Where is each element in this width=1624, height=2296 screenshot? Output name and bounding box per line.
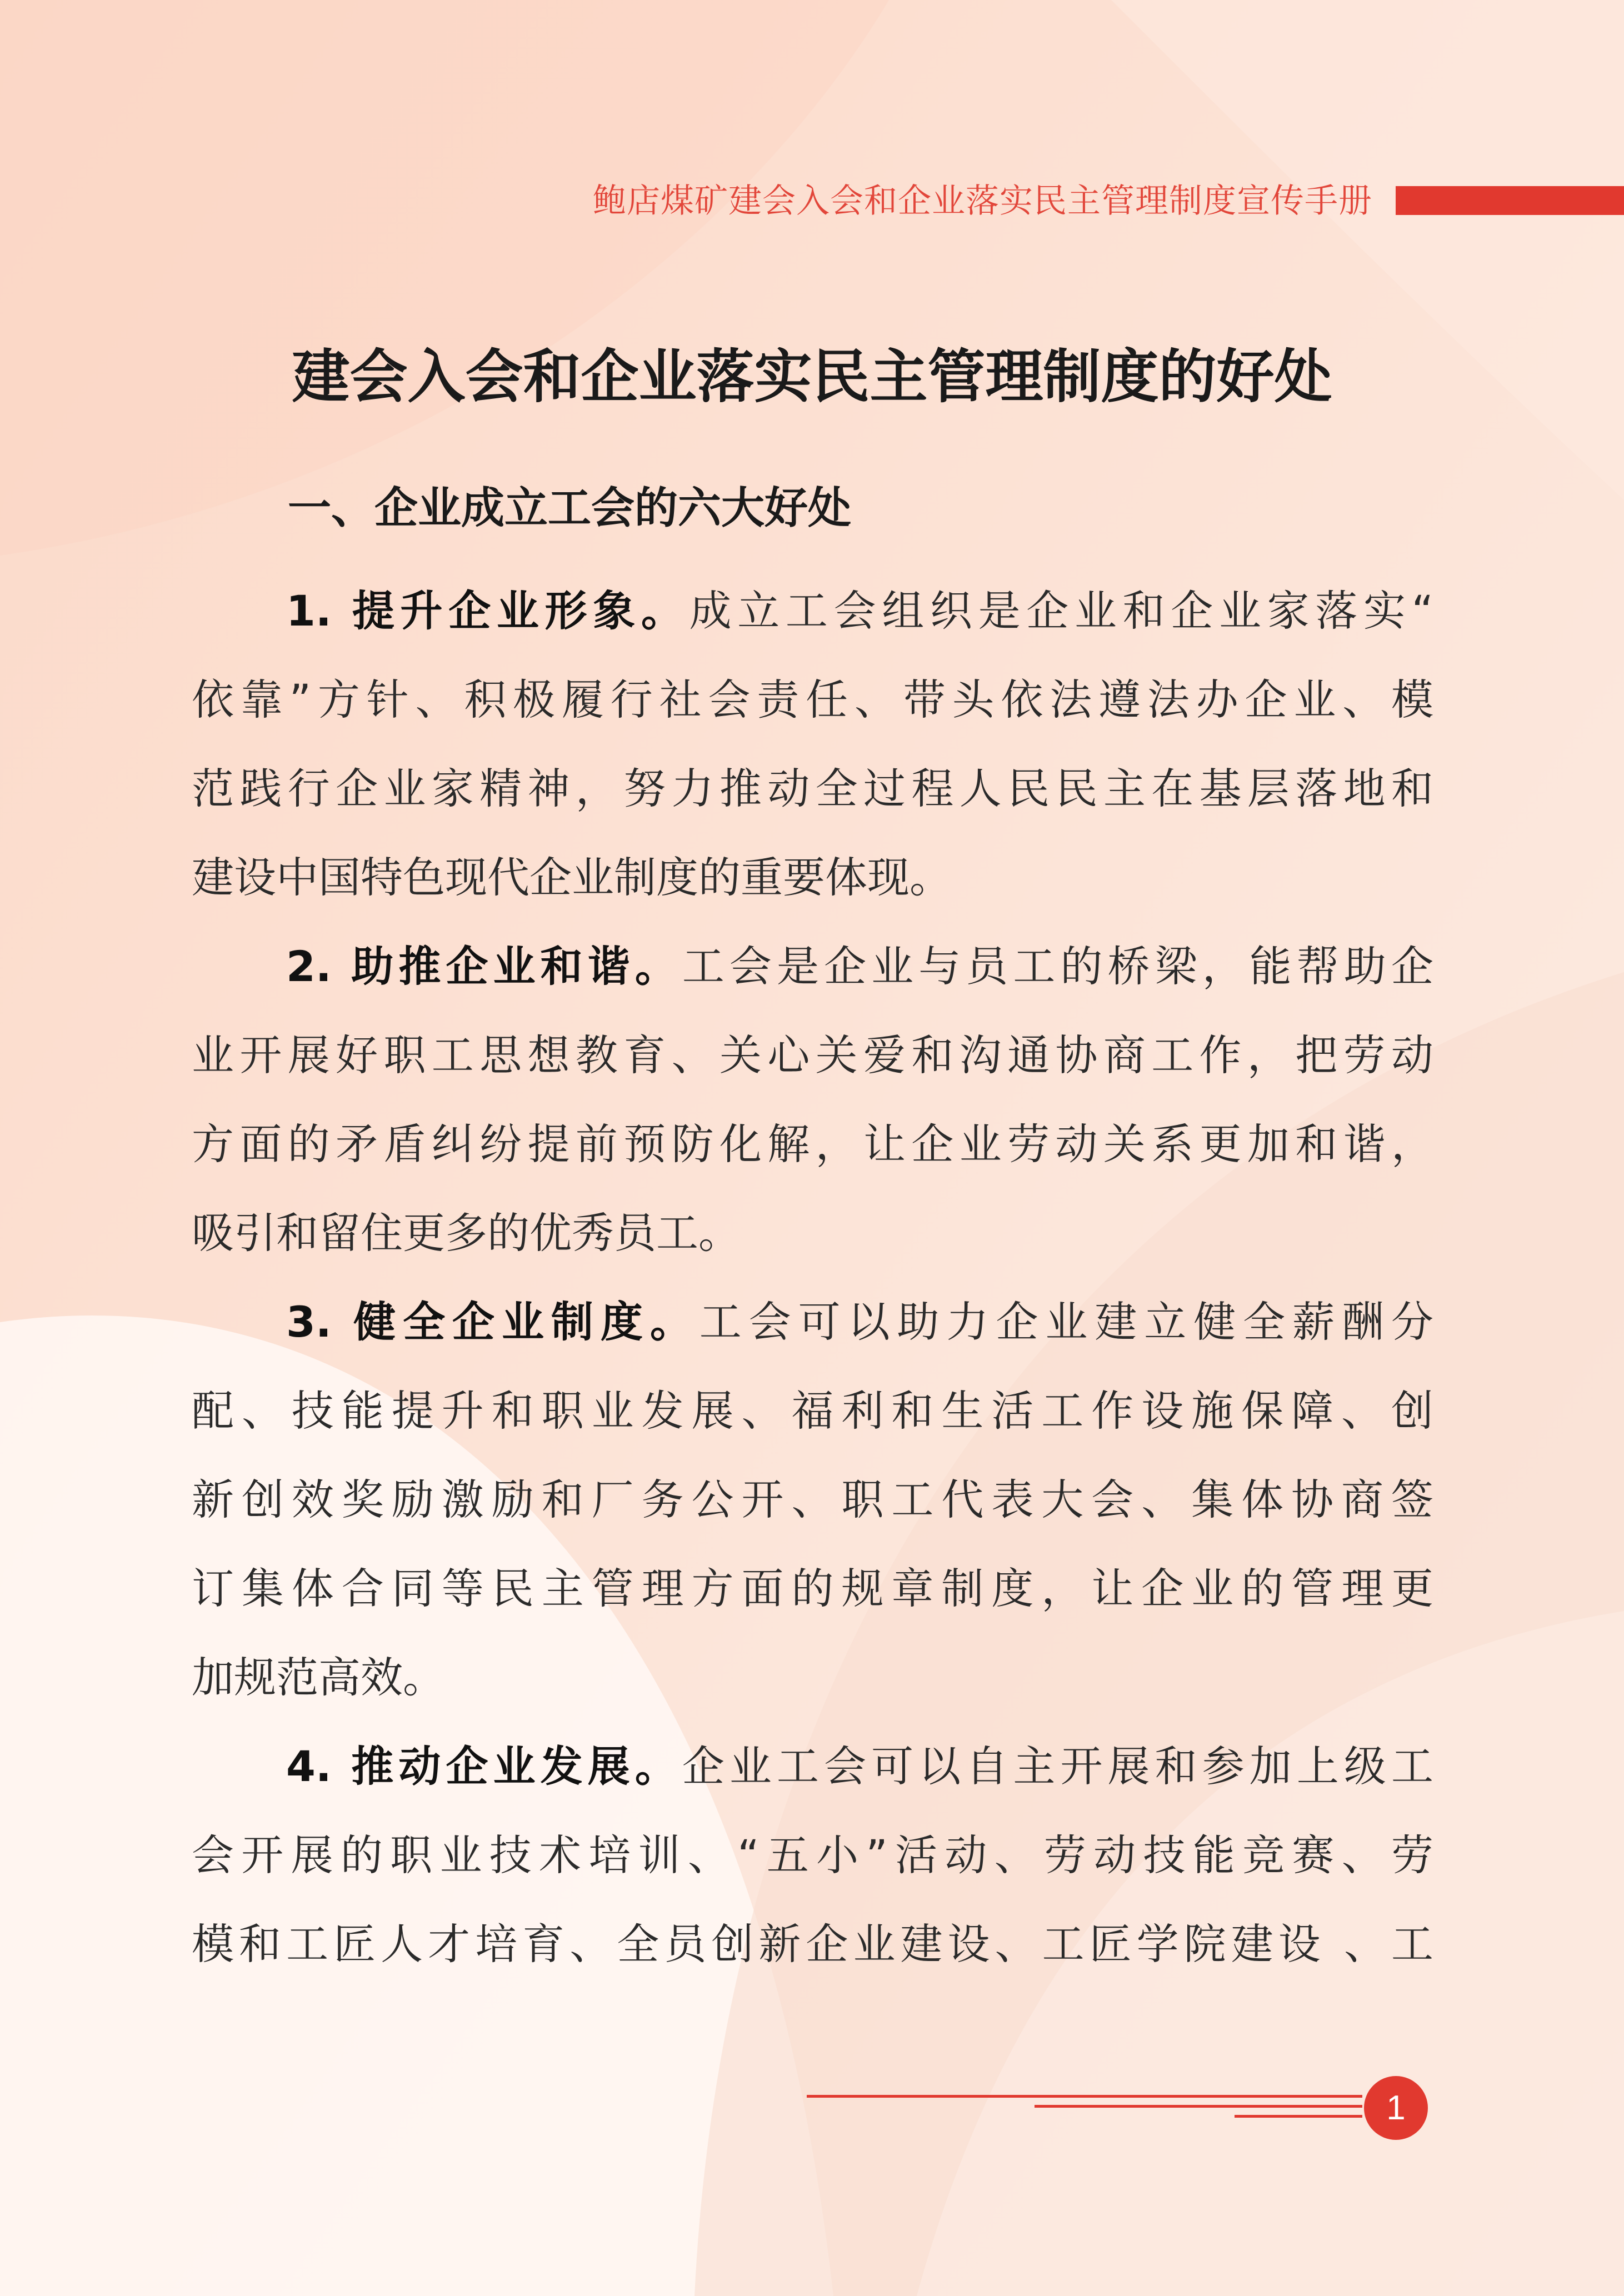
paragraph-line: 配、技能提升和职业发展、福利和生活工作设施保障、创: [192, 1386, 1433, 1435]
paragraph-4: [192, 1722, 1433, 1989]
paragraph-lead: 1. 提升企业形象。: [286, 586, 689, 636]
paragraph-line: 业开展好职工思想教育、关心关爱和沟通协商工作，把劳动: [192, 1031, 1433, 1080]
footer-rule-3: [1235, 2115, 1362, 2118]
paragraph-lead: 3. 健全企业制度。: [286, 1297, 699, 1347]
paragraph-2: [192, 922, 1433, 1278]
paragraph-line: 范践行企业家精神，努力推动全过程人民民主在基层落地和: [192, 764, 1433, 813]
paragraph-line: 依靠”方针、积极履行社会责任、带头依法遵法办企业、模: [192, 675, 1433, 724]
section-heading: 一、企业成立工会的六大好处: [288, 483, 852, 533]
paragraph-line: 建设中国特色现代企业制度的重要体现。: [192, 853, 952, 902]
paragraph-1: [192, 567, 1433, 922]
paragraph-line: 订集体合同等民主管理方面的规章制度，让企业的管理更: [192, 1564, 1433, 1613]
paragraph-first-line: [192, 922, 1433, 1011]
footer-rule-2: [1035, 2105, 1362, 2108]
paragraph-line: 新创效奖励激励和厂务公开、职工代表大会、集体协商签: [192, 1475, 1433, 1524]
paragraph-line: 模和工匠人才培育、全员创新企业建设、工匠学院建设 、工: [192, 1919, 1433, 1969]
paragraph-3: [192, 1278, 1433, 1722]
paragraph-line: 加规范高效。: [192, 1653, 445, 1702]
paragraph-line: 吸引和留住更多的优秀员工。: [192, 1208, 741, 1258]
paragraph-lead: 2. 助推企业和谐。: [286, 942, 682, 991]
paragraph-text: 成立工会组织是企业和企业家落实“: [689, 586, 1433, 636]
header-accent-bar: [1396, 186, 1624, 215]
paragraph-line: 会开展的职业技术培训、“五小”活动、劳动技能竞赛、劳: [192, 1830, 1433, 1880]
paragraph-text: 工会是企业与员工的桥梁，能帮助企: [682, 942, 1434, 991]
paragraph-text: 企业工会可以自主开展和参加上级工: [682, 1742, 1434, 1791]
paragraph-first-line: [192, 1722, 1433, 1811]
paragraph-lead: 4. 推动企业发展。: [286, 1742, 682, 1791]
paragraph-text: 工会可以助力企业建立健全薪酬分: [699, 1297, 1434, 1347]
paragraph-first-line: [192, 1278, 1433, 1367]
page-number: 1: [1364, 2076, 1428, 2140]
paragraph-first-line: [192, 567, 1433, 656]
document-title: 建会入会和企业落实民主管理制度的好处: [292, 342, 1332, 411]
footer-rule-1: [807, 2095, 1362, 2098]
paragraph-line: 方面的矛盾纠纷提前预防化解，让企业劳动关系更加和谐，: [192, 1119, 1433, 1169]
body-text: [192, 567, 1433, 1989]
running-title: 鲍店煤矿建会入会和企业落实民主管理制度宣传手册: [593, 182, 1372, 221]
